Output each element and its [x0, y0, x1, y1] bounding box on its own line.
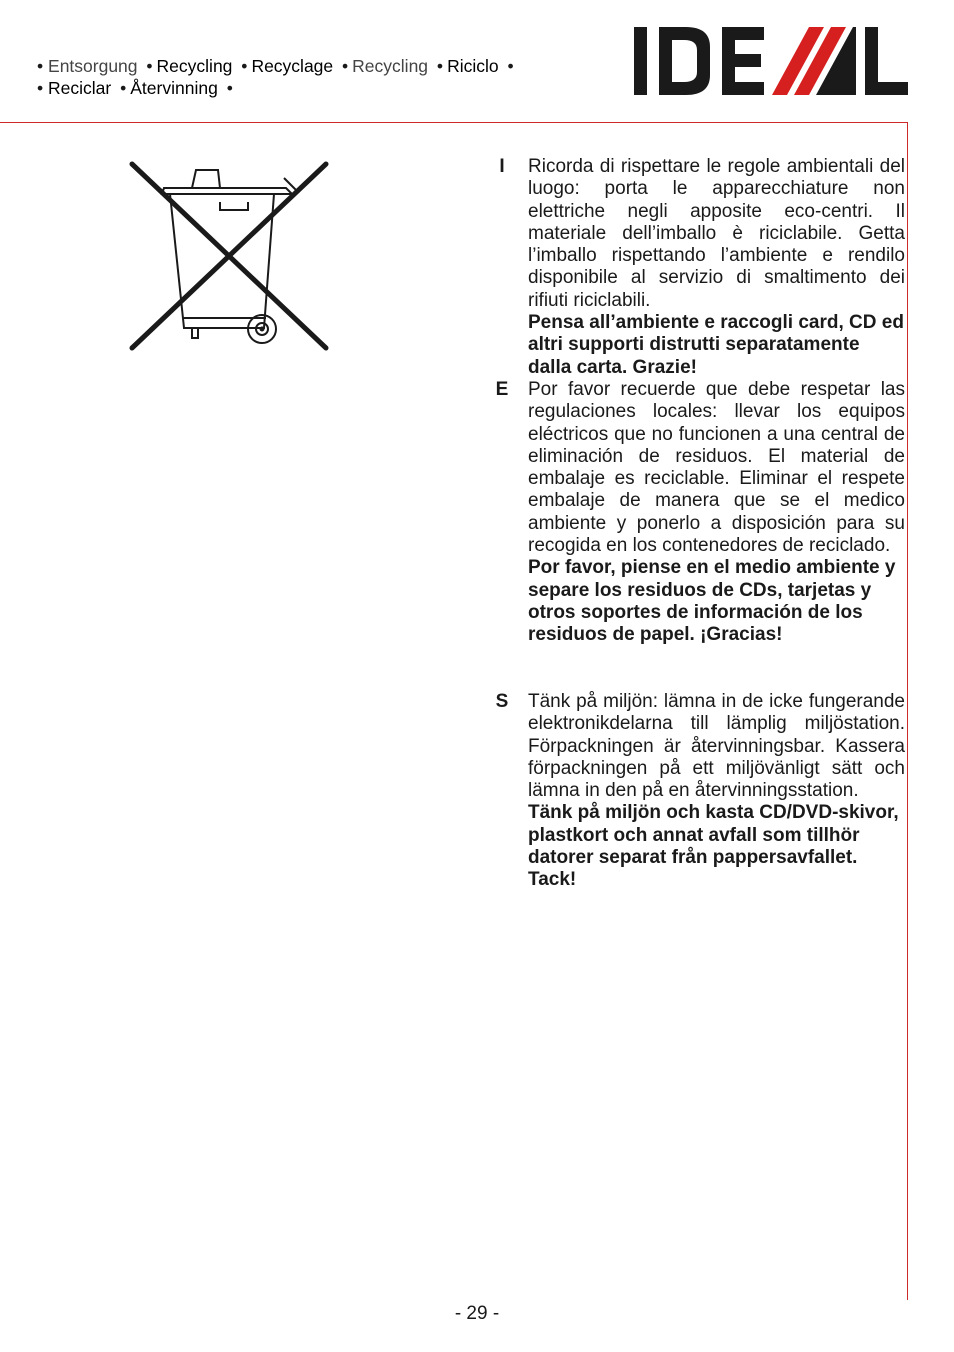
bullet: • [436, 56, 444, 76]
topic-riciclo: Riciclo [447, 56, 499, 76]
language-code: I [499, 156, 505, 177]
section-italian [490, 156, 905, 379]
section-bold-note: Por favor, piense en el medio ambiente y separe los residuos de CDs, tarjetas y otros soportes de información de los residuos de papel. ¡Gracias! [528, 557, 896, 646]
bullet: • [342, 56, 349, 76]
bullet: • [241, 56, 248, 76]
section-text [528, 379, 905, 647]
section-bold-note: Tänk på miljön och kasta CD/DVD-skivor, plastkort och annat avfall som tillhör datorer separat från pappersavfallet. Tack! [528, 802, 899, 891]
ideal-logo [634, 27, 908, 95]
bullet: • [37, 56, 44, 76]
topic-recycling-nl: Recycling [352, 56, 429, 76]
topic-entsorgung: Entsorgung [48, 56, 138, 76]
section-text [528, 691, 905, 892]
bullet: • [37, 78, 44, 98]
crossed-out-wheelie-bin-icon [124, 158, 334, 356]
header-topics [37, 55, 577, 99]
topic-recycling-en: Recycling [156, 56, 233, 76]
topic-reciclar: Reciclar [48, 78, 112, 98]
bullet: • [120, 78, 127, 98]
bullet: • [507, 56, 514, 76]
topics-line-2 [37, 77, 577, 99]
language-code: E [495, 379, 509, 400]
section-body: Ricorda di rispettare le regole ambientali del luogo: porta le apparecchiature non elettriche negli apposite eco-centri. Il materiale dell’imballo è riciclabile. Getta l’imballo rispettando l’ambiente e rendilo disponibile al servizio di smaltimento dei rifiuti riciclabili. [528, 156, 905, 311]
topic-atervinning: Återvinning [130, 78, 218, 98]
section-bold-note: Pensa all’ambiente e raccogli card, CD ed altri supporti distrutti separatamente dalla carta. Grazie! [528, 312, 904, 378]
page-number: - 29 - [454, 1303, 500, 1324]
section-text [528, 156, 905, 379]
bullet: • [146, 56, 153, 76]
language-code: S [495, 691, 509, 712]
section-swedish [490, 691, 905, 892]
section-body: Por favor recuerde que debe respetar las regulaciones locales: llevar los equipos eléctricos que no funcionen a una central de eliminación de residuos. El material de embalaje es reciclable. Eliminar el respete embalaje de manera que se el medico ambiente y ponerlo a disposición para su recogida en los contenedores de reciclado. [528, 379, 905, 557]
bullet: • [226, 78, 233, 98]
section-spanish [490, 379, 905, 647]
topic-recyclage: Recyclage [251, 56, 334, 76]
topics-line-1 [37, 55, 577, 77]
section-body: Tänk på miljön: lämna in de icke fungerande elektronikdelarna till lämplig miljöstation. Förpackningen är återvinningsbar. Kassera förpackningen på ett miljövänligt sätt och lämna in den på en återvinningsstation. [528, 691, 905, 802]
